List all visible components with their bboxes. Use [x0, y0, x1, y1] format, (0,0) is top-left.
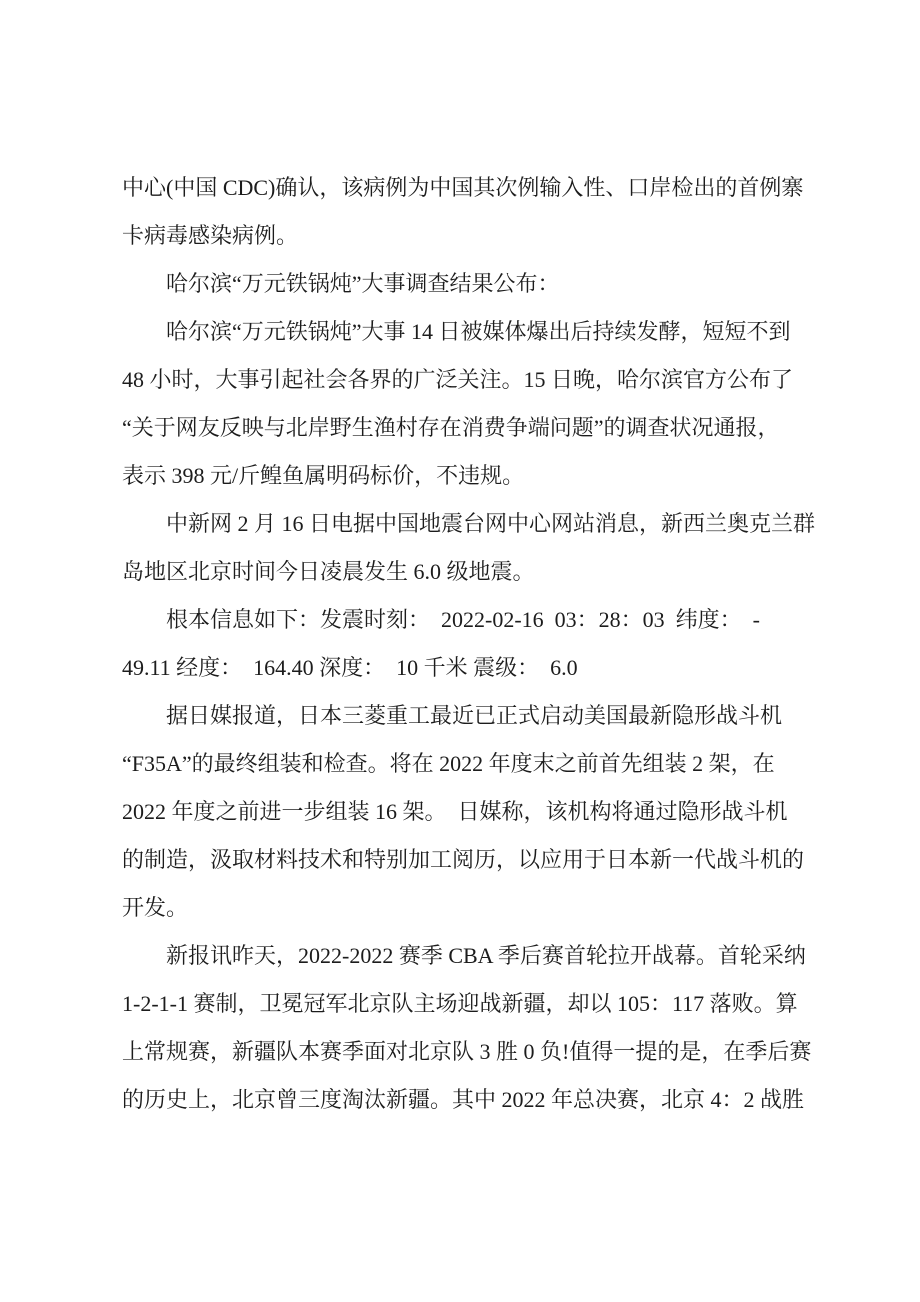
text-line: 哈尔滨“万元铁锅炖”大事调查结果公布：	[166, 271, 560, 296]
paragraph	[122, 596, 812, 692]
paragraph	[122, 260, 812, 308]
document-body	[122, 164, 816, 1124]
text-line: 据日媒报道，日本三菱重工最近已正式启动美国最新隐形战斗机	[166, 703, 783, 728]
text-line: 根本信息如下：发震时刻： 2022-02-16 03：28：03 纬度： -	[166, 607, 760, 632]
paragraph	[122, 932, 812, 1124]
text-line: 2022 年度之前进一步组装 16 架。 日媒称，该机构将通过隐形战斗机	[122, 799, 788, 824]
text-line: 卡病毒感染病例。	[122, 223, 299, 248]
text-line: 49.11 经度： 164.40 深度： 10 千米 震级： 6.0	[122, 655, 578, 680]
text-line: 上常规赛，新疆队本赛季面对北京队 3 胜 0 负!值得一提的是，在季后赛	[122, 1039, 812, 1064]
paragraph	[122, 692, 812, 932]
text-line: 开发。	[122, 895, 189, 920]
text-line: 的制造，汲取材料技术和特别加工阅历，以应用于日本新一代战斗机的	[122, 847, 805, 872]
paragraph	[122, 500, 816, 596]
text-line: “关于网友反映与北岸野生渔村存在消费争端问题”的调查状况通报，	[122, 415, 780, 440]
text-line: 中新网 2 月 16 日电据中国地震台网中心网站消息，新西兰奥克兰群	[166, 511, 816, 536]
paragraph	[122, 164, 812, 260]
text-line: 新报讯昨天，2022-2022 赛季 CBA 季后赛首轮拉开战幕。首轮采纳	[166, 943, 806, 968]
text-line: 表示 398 元/斤鳇鱼属明码标价，不违规。	[122, 463, 525, 488]
text-line: 48 小时，大事引起社会各界的广泛关注。15 日晚，哈尔滨官方公布了	[122, 367, 794, 392]
text-line: 的历史上，北京曾三度淘汰新疆。其中 2022 年总决赛，北京 4：2 战胜	[122, 1087, 805, 1112]
text-line: 岛地区北京时间今日凌晨发生 6.0 级地震。	[122, 559, 535, 584]
paragraph	[122, 308, 812, 500]
text-line: 中心(中国 CDC)确认，该病例为中国其次例输入性、口岸检出的首例寨	[122, 175, 804, 200]
text-line: “F35A”的最终组装和检查。将在 2022 年度末之前首先组装 2 架，在	[122, 751, 775, 776]
text-line: 哈尔滨“万元铁锅炖”大事 14 日被媒体爆出后持续发酵，短短不到	[166, 319, 791, 344]
text-line: 1-2-1-1 赛制，卫冕冠军北京队主场迎战新疆，却以 105：117 落败。算	[122, 991, 798, 1016]
